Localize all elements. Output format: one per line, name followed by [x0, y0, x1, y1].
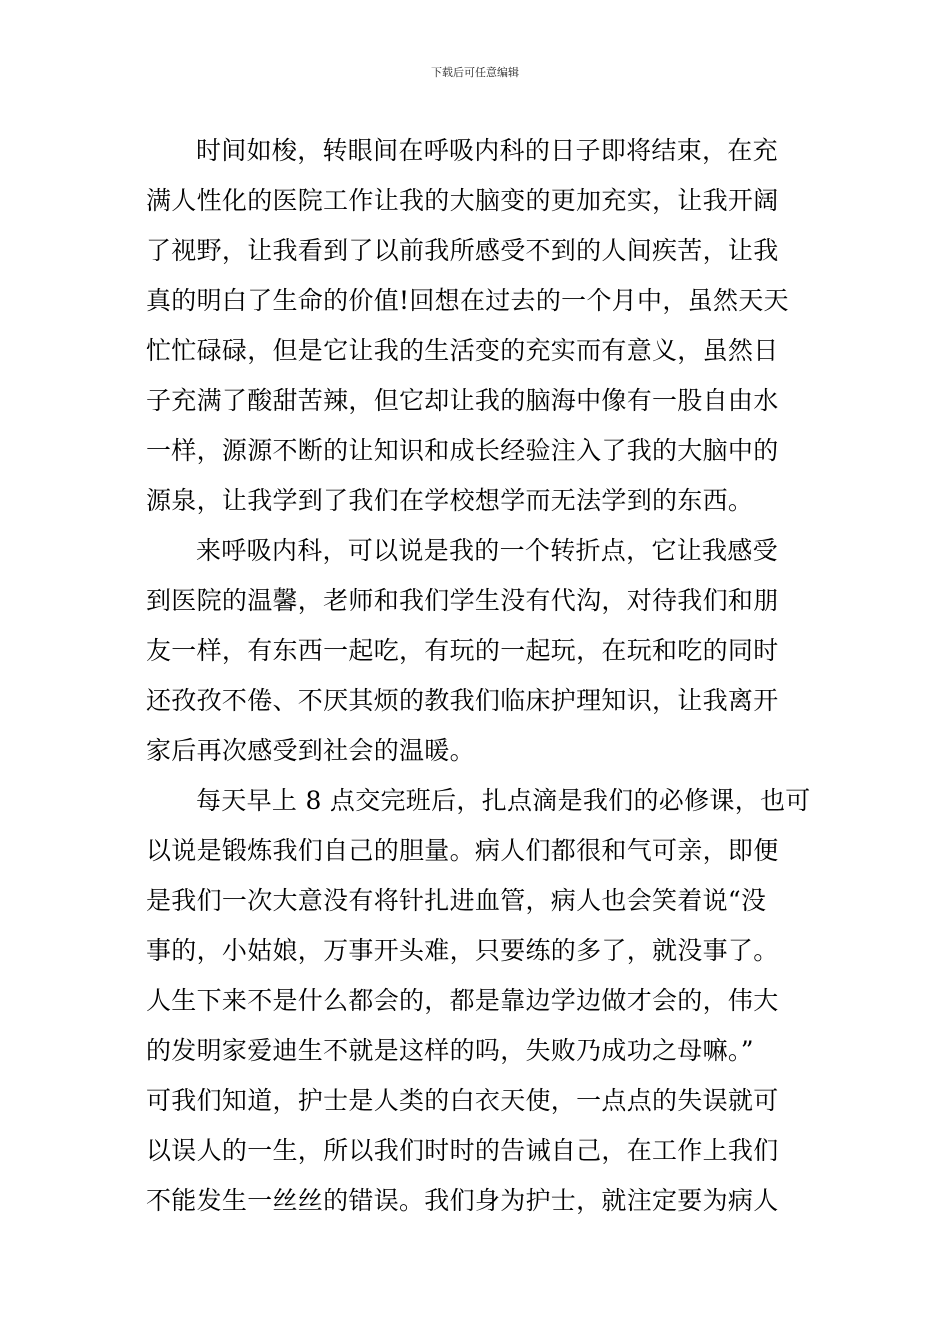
paragraph-1-line-2: 满人性化的医院工作让我的大脑变的更加充实，让我开阔 — [146, 186, 779, 215]
paragraph-2-line-4: 还孜孜不倦、不厌其烦的教我们临床护理知识，让我离开 — [146, 686, 779, 715]
paragraph-1-line-4: 真的明白了生命的价值!回想在过去的一个月中，虽然天天 — [146, 286, 789, 315]
paragraph-1-line-8: 源泉，让我学到了我们在学校想学而无法学到的东西。 — [146, 486, 754, 515]
paragraph-3-line-4: 事的，小姑娘，万事开头难，只要练的多了，就没事了。 — [146, 936, 779, 965]
paragraph-2-line-1: 来呼吸内科，可以说是我的一个转折点，它让我感受 — [196, 536, 778, 565]
paragraph-3-line-3: 是我们一次大意没有将针扎进血管，病人也会笑着说“没 — [146, 886, 767, 915]
page-header: 下载后可任意编辑 — [431, 66, 519, 79]
paragraph-3-line-9: 不能发生一丝丝的错误。我们身为护士，就注定要为病人 — [146, 1186, 779, 1215]
paragraph-2-line-3: 友一样，有东西一起吃，有玩的一起玩，在玩和吃的同时 — [146, 636, 779, 665]
paragraph-3-line-8: 以误人的一生，所以我们时时的告诫自己，在工作上我们 — [146, 1136, 779, 1165]
paragraph-2-line-2: 到医院的温馨，老师和我们学生没有代沟，对待我们和朋 — [146, 586, 779, 615]
paragraph-1-line-3: 了视野，让我看到了以前我所感受不到的人间疾苦，让我 — [146, 236, 779, 265]
paragraph-1-line-7: 一样，源源不断的让知识和成长经验注入了我的大脑中的 — [146, 436, 779, 465]
document-body — [146, 126, 811, 1226]
paragraph-1-line-1: 时间如梭，转眼间在呼吸内科的日子即将结束，在充 — [196, 136, 778, 165]
paragraph-3-line-1: 每天早上 8 点交完班后，扎点滴是我们的必修课，也可 — [196, 786, 811, 815]
paragraph-2-line-5: 家后再次感受到社会的温暖。 — [146, 736, 475, 765]
paragraph-3-line-6: 的发明家爱迪生不就是这样的吗，失败乃成功之母嘛。” — [146, 1036, 754, 1065]
paragraph-3-line-7: 可我们知道，护士是人类的白衣天使，一点点的失误就可 — [146, 1086, 779, 1115]
paragraph-1-line-6: 子充满了酸甜苦辣，但它却让我的脑海中像有一股自由水 — [146, 386, 779, 415]
paragraph-3-line-5: 人生下来不是什么都会的，都是靠边学边做才会的，伟大 — [146, 986, 779, 1015]
paragraph-1-line-5: 忙忙碌碌，但是它让我的生活变的充实而有意义，虽然日 — [146, 336, 779, 365]
paragraph-3-line-2: 以说是锻炼我们自己的胆量。病人们都很和气可亲，即便 — [146, 836, 779, 865]
